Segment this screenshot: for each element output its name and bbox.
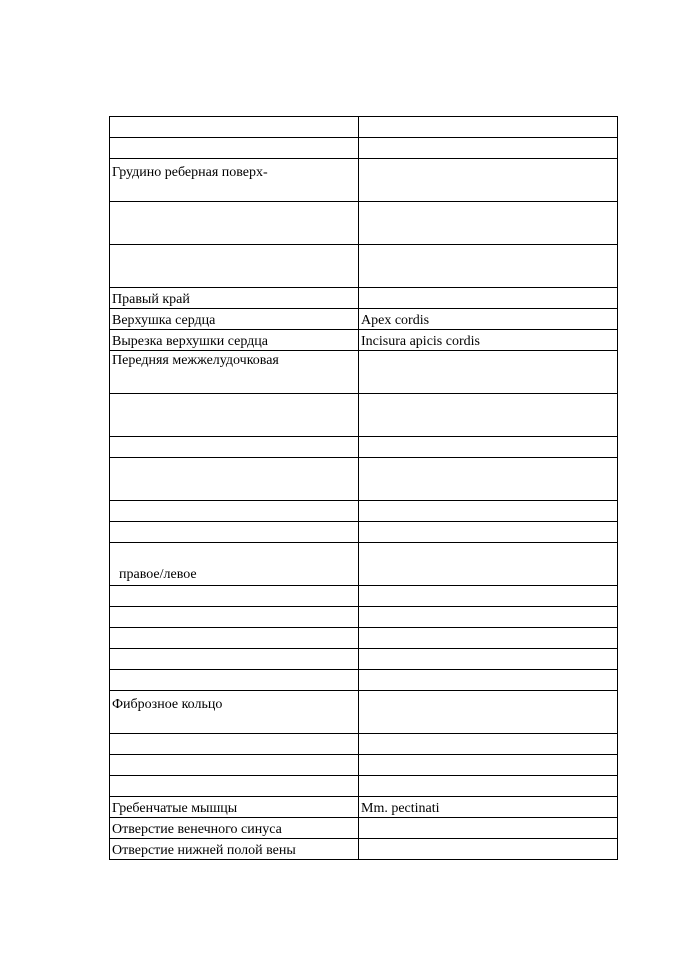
table-row <box>110 117 618 138</box>
table-row <box>110 797 618 818</box>
term-cell-russian: Фиброзное кольцо <box>110 691 359 734</box>
table-row <box>110 522 618 543</box>
term-cell-russian: Грудино реберная поверх- <box>110 159 359 202</box>
term-cell-russian: правое/левое <box>110 543 359 586</box>
term-cell-russian: Верхушка сердца <box>110 309 359 330</box>
table-row <box>110 288 618 309</box>
term-cell-russian <box>110 670 359 691</box>
term-cell-latin <box>359 543 618 586</box>
term-cell-latin <box>359 458 618 501</box>
table-row <box>110 734 618 755</box>
table-row <box>110 138 618 159</box>
table-row <box>110 543 618 586</box>
table-row <box>110 649 618 670</box>
term-cell-latin <box>359 501 618 522</box>
term-cell-russian <box>110 202 359 245</box>
term-cell-russian <box>110 586 359 607</box>
term-cell-russian <box>110 734 359 755</box>
term-cell-latin <box>359 670 618 691</box>
term-cell-latin <box>359 351 618 394</box>
table-row <box>110 670 618 691</box>
table-row <box>110 628 618 649</box>
term-cell-latin <box>359 159 618 202</box>
table-row <box>110 245 618 288</box>
term-cell-latin <box>359 138 618 159</box>
table-row <box>110 501 618 522</box>
term-cell-latin <box>359 586 618 607</box>
table-row <box>110 309 618 330</box>
term-cell-latin <box>359 734 618 755</box>
term-cell-russian <box>110 458 359 501</box>
term-cell-russian <box>110 501 359 522</box>
term-cell-latin <box>359 691 618 734</box>
term-cell-latin <box>359 607 618 628</box>
table-row <box>110 394 618 437</box>
table-row <box>110 351 618 394</box>
table-row <box>110 607 618 628</box>
term-cell-latin <box>359 288 618 309</box>
table-row <box>110 437 618 458</box>
term-cell-russian: Вырезка верхушки сердца <box>110 330 359 351</box>
table-row <box>110 159 618 202</box>
term-cell-russian <box>110 649 359 670</box>
table-row <box>110 818 618 839</box>
term-cell-russian <box>110 138 359 159</box>
term-cell-latin <box>359 245 618 288</box>
term-cell-latin <box>359 818 618 839</box>
term-cell-russian: Гребенчатые мышцы <box>110 797 359 818</box>
anatomy-term-table <box>109 116 618 860</box>
term-cell-latin: Incisura apicis cordis <box>359 330 618 351</box>
term-cell-russian <box>110 437 359 458</box>
term-cell-latin <box>359 394 618 437</box>
table-row <box>110 458 618 501</box>
table-row <box>110 330 618 351</box>
term-cell-latin <box>359 649 618 670</box>
term-cell-latin <box>359 628 618 649</box>
term-cell-latin: Mm. pectinati <box>359 797 618 818</box>
term-cell-russian <box>110 117 359 138</box>
table-row <box>110 691 618 734</box>
table-row <box>110 839 618 860</box>
term-cell-russian <box>110 755 359 776</box>
term-cell-latin <box>359 839 618 860</box>
term-cell-russian: Отверстие нижней полой вены <box>110 839 359 860</box>
term-cell-latin <box>359 776 618 797</box>
term-cell-russian <box>110 245 359 288</box>
table-row <box>110 776 618 797</box>
term-cell-russian: Правый край <box>110 288 359 309</box>
term-cell-latin <box>359 117 618 138</box>
term-cell-russian: Отверстие венечного синуса <box>110 818 359 839</box>
term-cell-russian <box>110 776 359 797</box>
term-cell-russian <box>110 522 359 543</box>
table-row <box>110 755 618 776</box>
term-cell-russian <box>110 628 359 649</box>
term-cell-latin: Apex cordis <box>359 309 618 330</box>
table-row <box>110 202 618 245</box>
term-cell-latin <box>359 202 618 245</box>
term-cell-latin <box>359 755 618 776</box>
table-row <box>110 586 618 607</box>
term-cell-latin <box>359 522 618 543</box>
term-cell-russian <box>110 607 359 628</box>
term-cell-latin <box>359 437 618 458</box>
term-cell-russian <box>110 394 359 437</box>
term-cell-russian: Передняя межжелудочковая <box>110 351 359 394</box>
